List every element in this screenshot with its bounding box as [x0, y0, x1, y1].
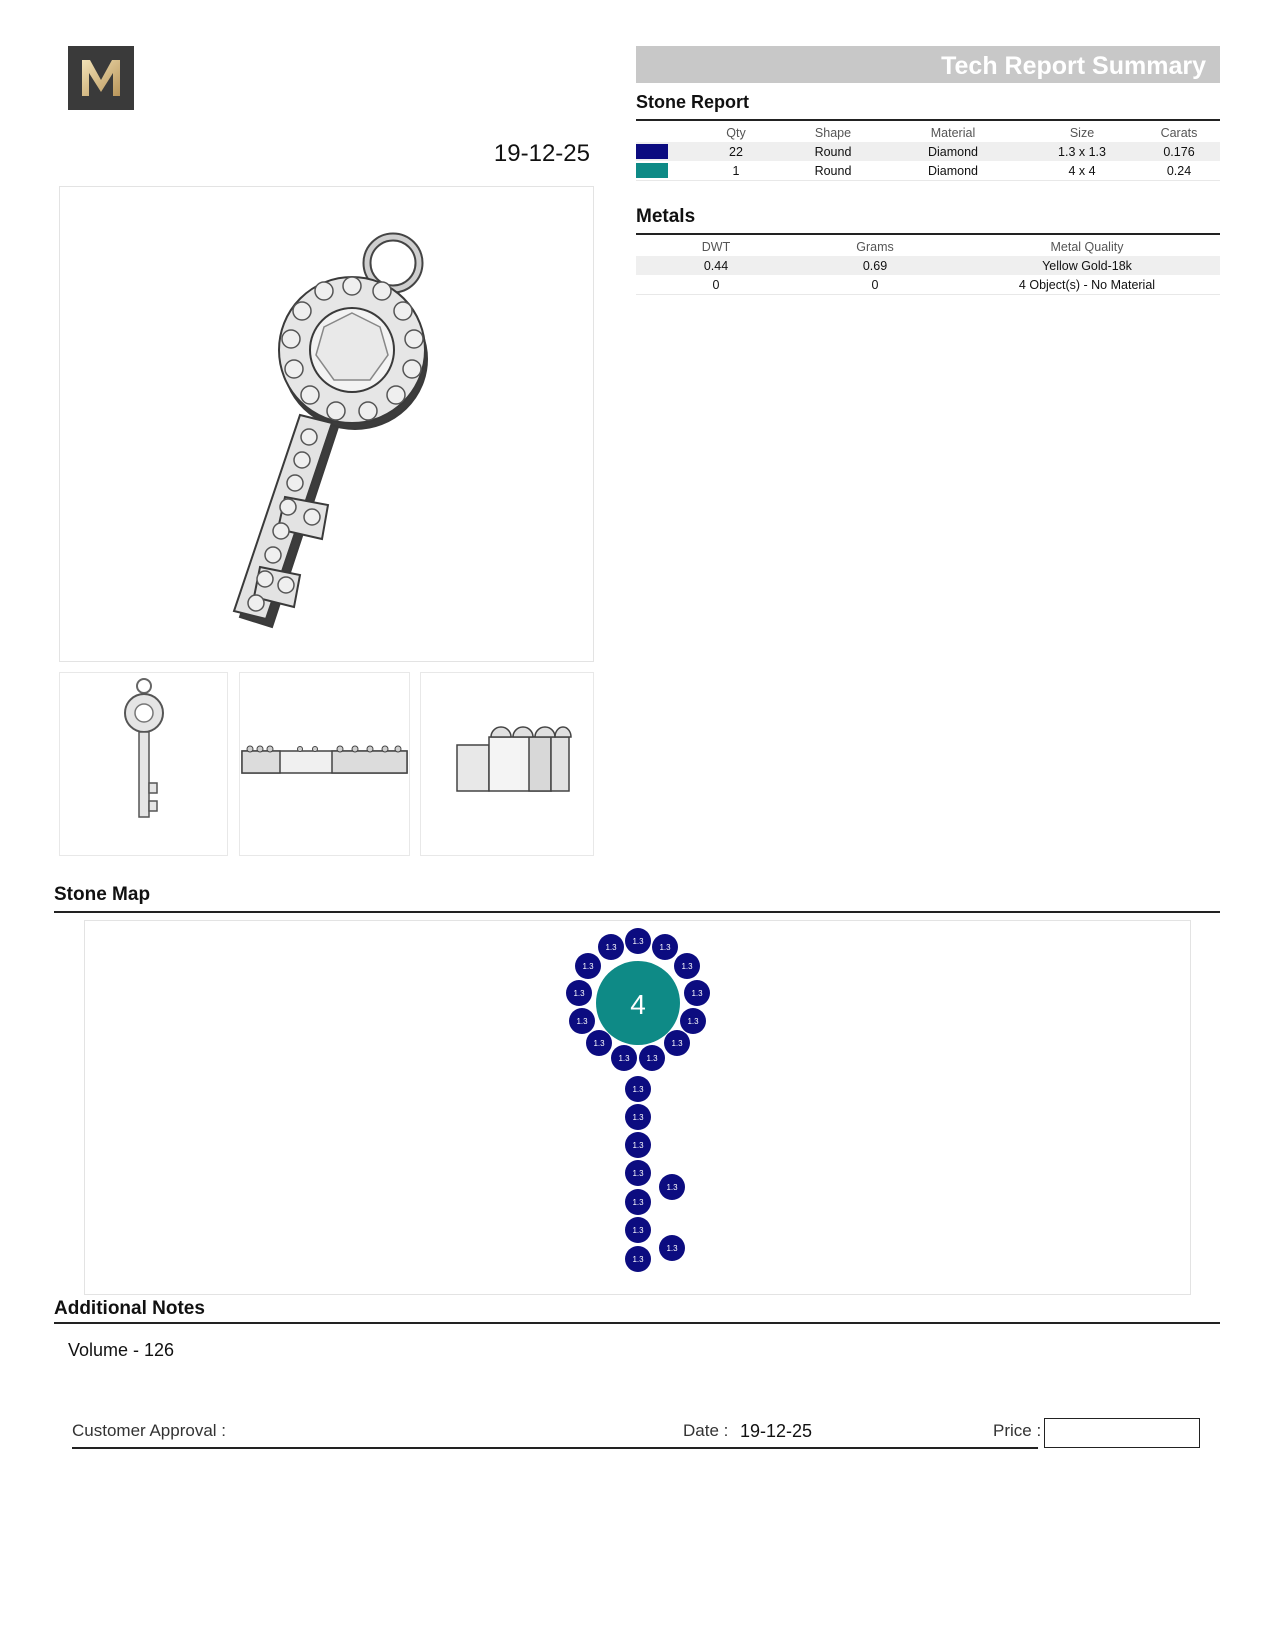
small-stone-label: 1.3: [605, 943, 617, 952]
col-carats: Carats: [1160, 125, 1198, 140]
notes-title: Additional Notes: [54, 1298, 205, 1319]
center-stone-label: 4: [630, 989, 646, 1020]
cell-dwt: 0.44: [636, 256, 796, 275]
small-stone-label: 1.3: [632, 1198, 644, 1207]
small-stone-label: 1.3: [671, 1039, 683, 1048]
notes-rule: [54, 1322, 1220, 1324]
stone-color-swatch: [636, 144, 668, 159]
cell-grams: 0.69: [796, 256, 954, 275]
cell-material: Diamond: [880, 161, 1026, 181]
small-stone-label: 1.3: [582, 962, 594, 971]
cell-size: 4 x 4: [1026, 161, 1138, 181]
cell-carats: 0.24: [1138, 161, 1220, 181]
thumbnail-front-view[interactable]: [59, 672, 228, 856]
small-stone-label: 1.3: [593, 1039, 605, 1048]
approval-signature-line: [72, 1447, 1038, 1449]
col-material: Material: [930, 125, 976, 140]
company-logo: [68, 46, 134, 110]
report-title: Tech Report Summary: [636, 46, 1220, 83]
stone-map-frame: [84, 920, 1191, 1295]
small-stone-label: 1.3: [632, 1255, 644, 1264]
approval-date-value: 19-12-25: [740, 1421, 813, 1441]
stone-map-title: Stone Map: [54, 884, 151, 905]
cell-shape: Round: [786, 142, 880, 161]
small-stone-label: 1.3: [691, 989, 703, 998]
cell-size: 1.3 x 1.3: [1026, 142, 1138, 161]
report-date: 19-12-25: [493, 140, 590, 167]
stone-report-title: Stone Report: [636, 92, 750, 112]
stone-color-swatch: [636, 163, 668, 178]
small-stone-label: 1.3: [618, 1054, 630, 1063]
small-stone-label: 1.3: [632, 1085, 644, 1094]
small-stone-label: 1.3: [632, 1141, 644, 1150]
table-row: [636, 256, 1220, 275]
small-stone-label: 1.3: [681, 962, 693, 971]
price-label: Price :: [993, 1421, 1042, 1440]
small-stone-label: 1.3: [687, 1017, 699, 1026]
small-stone-label: 1.3: [666, 1244, 678, 1253]
small-stone-label: 1.3: [573, 989, 585, 998]
small-stone-label: 1.3: [632, 1169, 644, 1178]
stone-report-rule: [636, 119, 1220, 121]
col-shape: Shape: [814, 125, 852, 140]
thumbnail-side-view[interactable]: [239, 672, 410, 856]
stone-map-diagram: [85, 921, 1190, 1294]
metals-title: Metals: [636, 206, 696, 227]
table-row: [636, 142, 1220, 161]
price-input[interactable]: [1044, 1418, 1200, 1448]
cell-shape: Round: [786, 161, 880, 181]
col-qty: Qty: [726, 125, 746, 140]
stone-map-rule: [54, 911, 1220, 913]
small-stone-label: 1.3: [632, 1226, 644, 1235]
metals-table: [636, 237, 1220, 295]
cell-quality: 4 Object(s) - No Material: [954, 275, 1220, 295]
cell-grams: 0: [796, 275, 954, 295]
col-grams: Grams: [856, 239, 894, 254]
small-stone-label: 1.3: [646, 1054, 658, 1063]
col-size: Size: [1069, 125, 1095, 140]
stone-report-table: [636, 123, 1220, 181]
col-metal-quality: Metal Quality: [1050, 239, 1124, 254]
small-stone-label: 1.3: [576, 1017, 588, 1026]
table-row: [636, 275, 1220, 295]
notes-text: Volume - 126: [68, 1340, 175, 1360]
metals-rule: [636, 233, 1220, 235]
thumbnail-end-view[interactable]: [420, 672, 594, 856]
cell-qty: 22: [686, 142, 786, 161]
small-stone-label: 1.3: [632, 937, 644, 946]
cell-dwt: 0: [636, 275, 796, 295]
customer-approval-label: Customer Approval :: [72, 1421, 227, 1440]
col-dwt: DWT: [701, 239, 731, 254]
approval-date-label: Date :: [683, 1421, 729, 1440]
small-stone-label: 1.3: [666, 1183, 678, 1192]
cell-qty: 1: [686, 161, 786, 181]
main-render-image: [59, 186, 594, 662]
cell-material: Diamond: [880, 142, 1026, 161]
cell-carats: 0.176: [1138, 142, 1220, 161]
small-stone-label: 1.3: [632, 1113, 644, 1122]
table-row: [636, 161, 1220, 181]
small-stone-label: 1.3: [659, 943, 671, 952]
cell-quality: Yellow Gold-18k: [954, 256, 1220, 275]
